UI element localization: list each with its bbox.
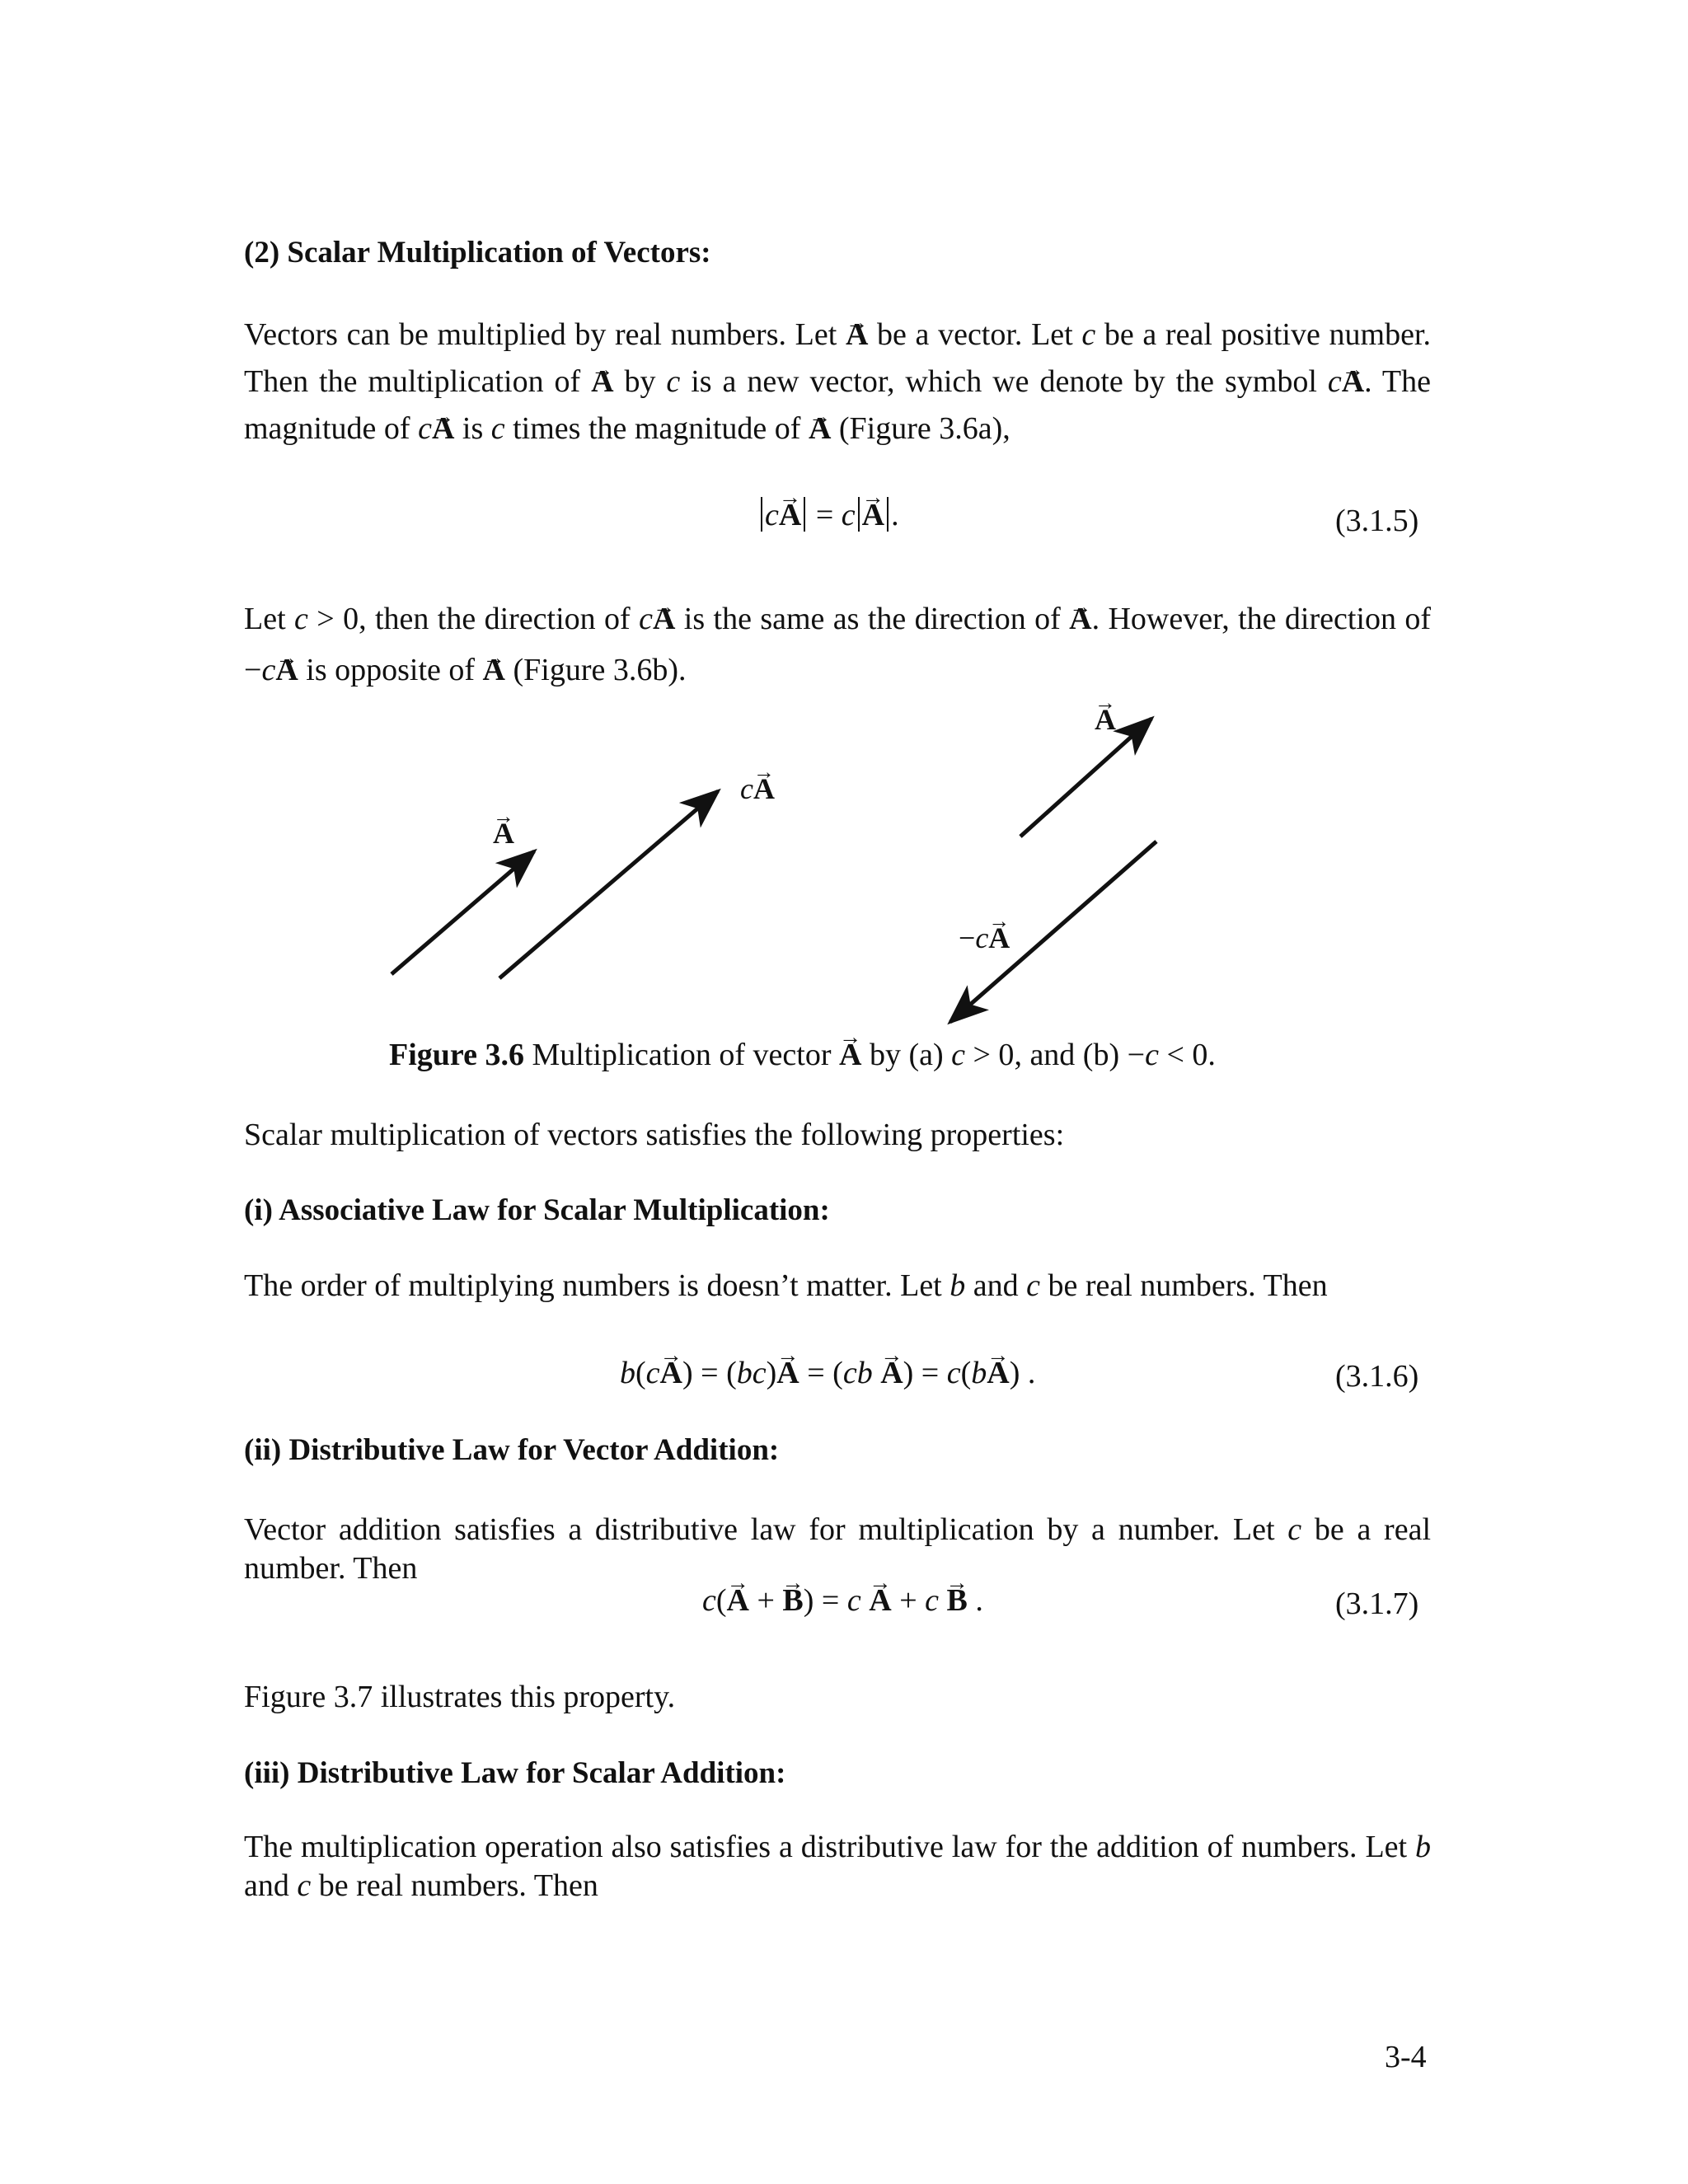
- equation-number-3-1-6: (3.1.6): [1335, 1359, 1419, 1394]
- equation-3-1-7: c(→ A + → B) = c → A + c → B .: [702, 1582, 983, 1619]
- associative-heading: (i) Associative Law for Scalar Multiplication:: [244, 1193, 830, 1227]
- equation-number-3-1-7: (3.1.7): [1335, 1586, 1419, 1621]
- properties-intro: Scalar multiplication of vectors satisfies the following properties:: [244, 1118, 1065, 1152]
- intro-paragraph: Vectors can be multiplied by real numbers. Let → A be a vector. Let c be a real positive number. Then the multiplication of → A by c is a new vector, which we denote by the symbol c→ A. The magnitude of c→ A is c times the magnitude of → A (Figure 3.6a),: [244, 312, 1431, 452]
- associative-paragraph: The order of multiplying numbers is doesn’t matter. Let b and c be real numbers. Then: [244, 1268, 1328, 1303]
- distributive-scalar-heading: (iii) Distributive Law for Scalar Addition:: [244, 1756, 786, 1790]
- label-cA: c→ A: [740, 771, 775, 806]
- page-number: 3-4: [1385, 2040, 1427, 2074]
- figure-3-7-reference: Figure 3.7 illustrates this property.: [244, 1680, 676, 1714]
- distributive-vector-heading: (ii) Distributive Law for Vector Addition:: [244, 1433, 780, 1467]
- equation-3-1-6: b(c→ A) = (bc)→ A = (cb → A) = c(b→ A) .: [620, 1355, 1035, 1391]
- label-A-b: → A: [1095, 702, 1116, 737]
- vector-A-b-arrow: [1020, 719, 1151, 837]
- label-A-a: → A: [493, 816, 514, 851]
- vector-A-arrow: [392, 851, 534, 974]
- direction-paragraph: Let c > 0, then the direction of c→ A is the same as the direction of → A. However, the direction of −c→ A is opposite of → A (Figure 3.6b).: [244, 593, 1431, 696]
- distributive-scalar-paragraph: The multiplication operation also satisfies a distributive law for the addition of numbers. Let b and c be real numbers. Then: [244, 1830, 1431, 1903]
- figure-3-6-diagram: [0, 0, 1688, 1071]
- vector-cA-arrow: [499, 791, 718, 978]
- distributive-vector-paragraph: Vector addition satisfies a distributive law for multiplication by a number. Let c be a real number. Then: [244, 1512, 1431, 1586]
- equation-3-1-5: c→ A = c→ A .: [758, 497, 899, 533]
- figure-3-6-caption: Figure 3.6 Multiplication of vector → A by (a) c > 0, and (b) −c < 0.: [389, 1037, 1216, 1073]
- equation-number-3-1-5: (3.1.5): [1335, 504, 1419, 538]
- label-minus-cA: −c→ A: [959, 921, 1010, 955]
- section-heading: (2) Scalar Multiplication of Vectors:: [244, 236, 711, 269]
